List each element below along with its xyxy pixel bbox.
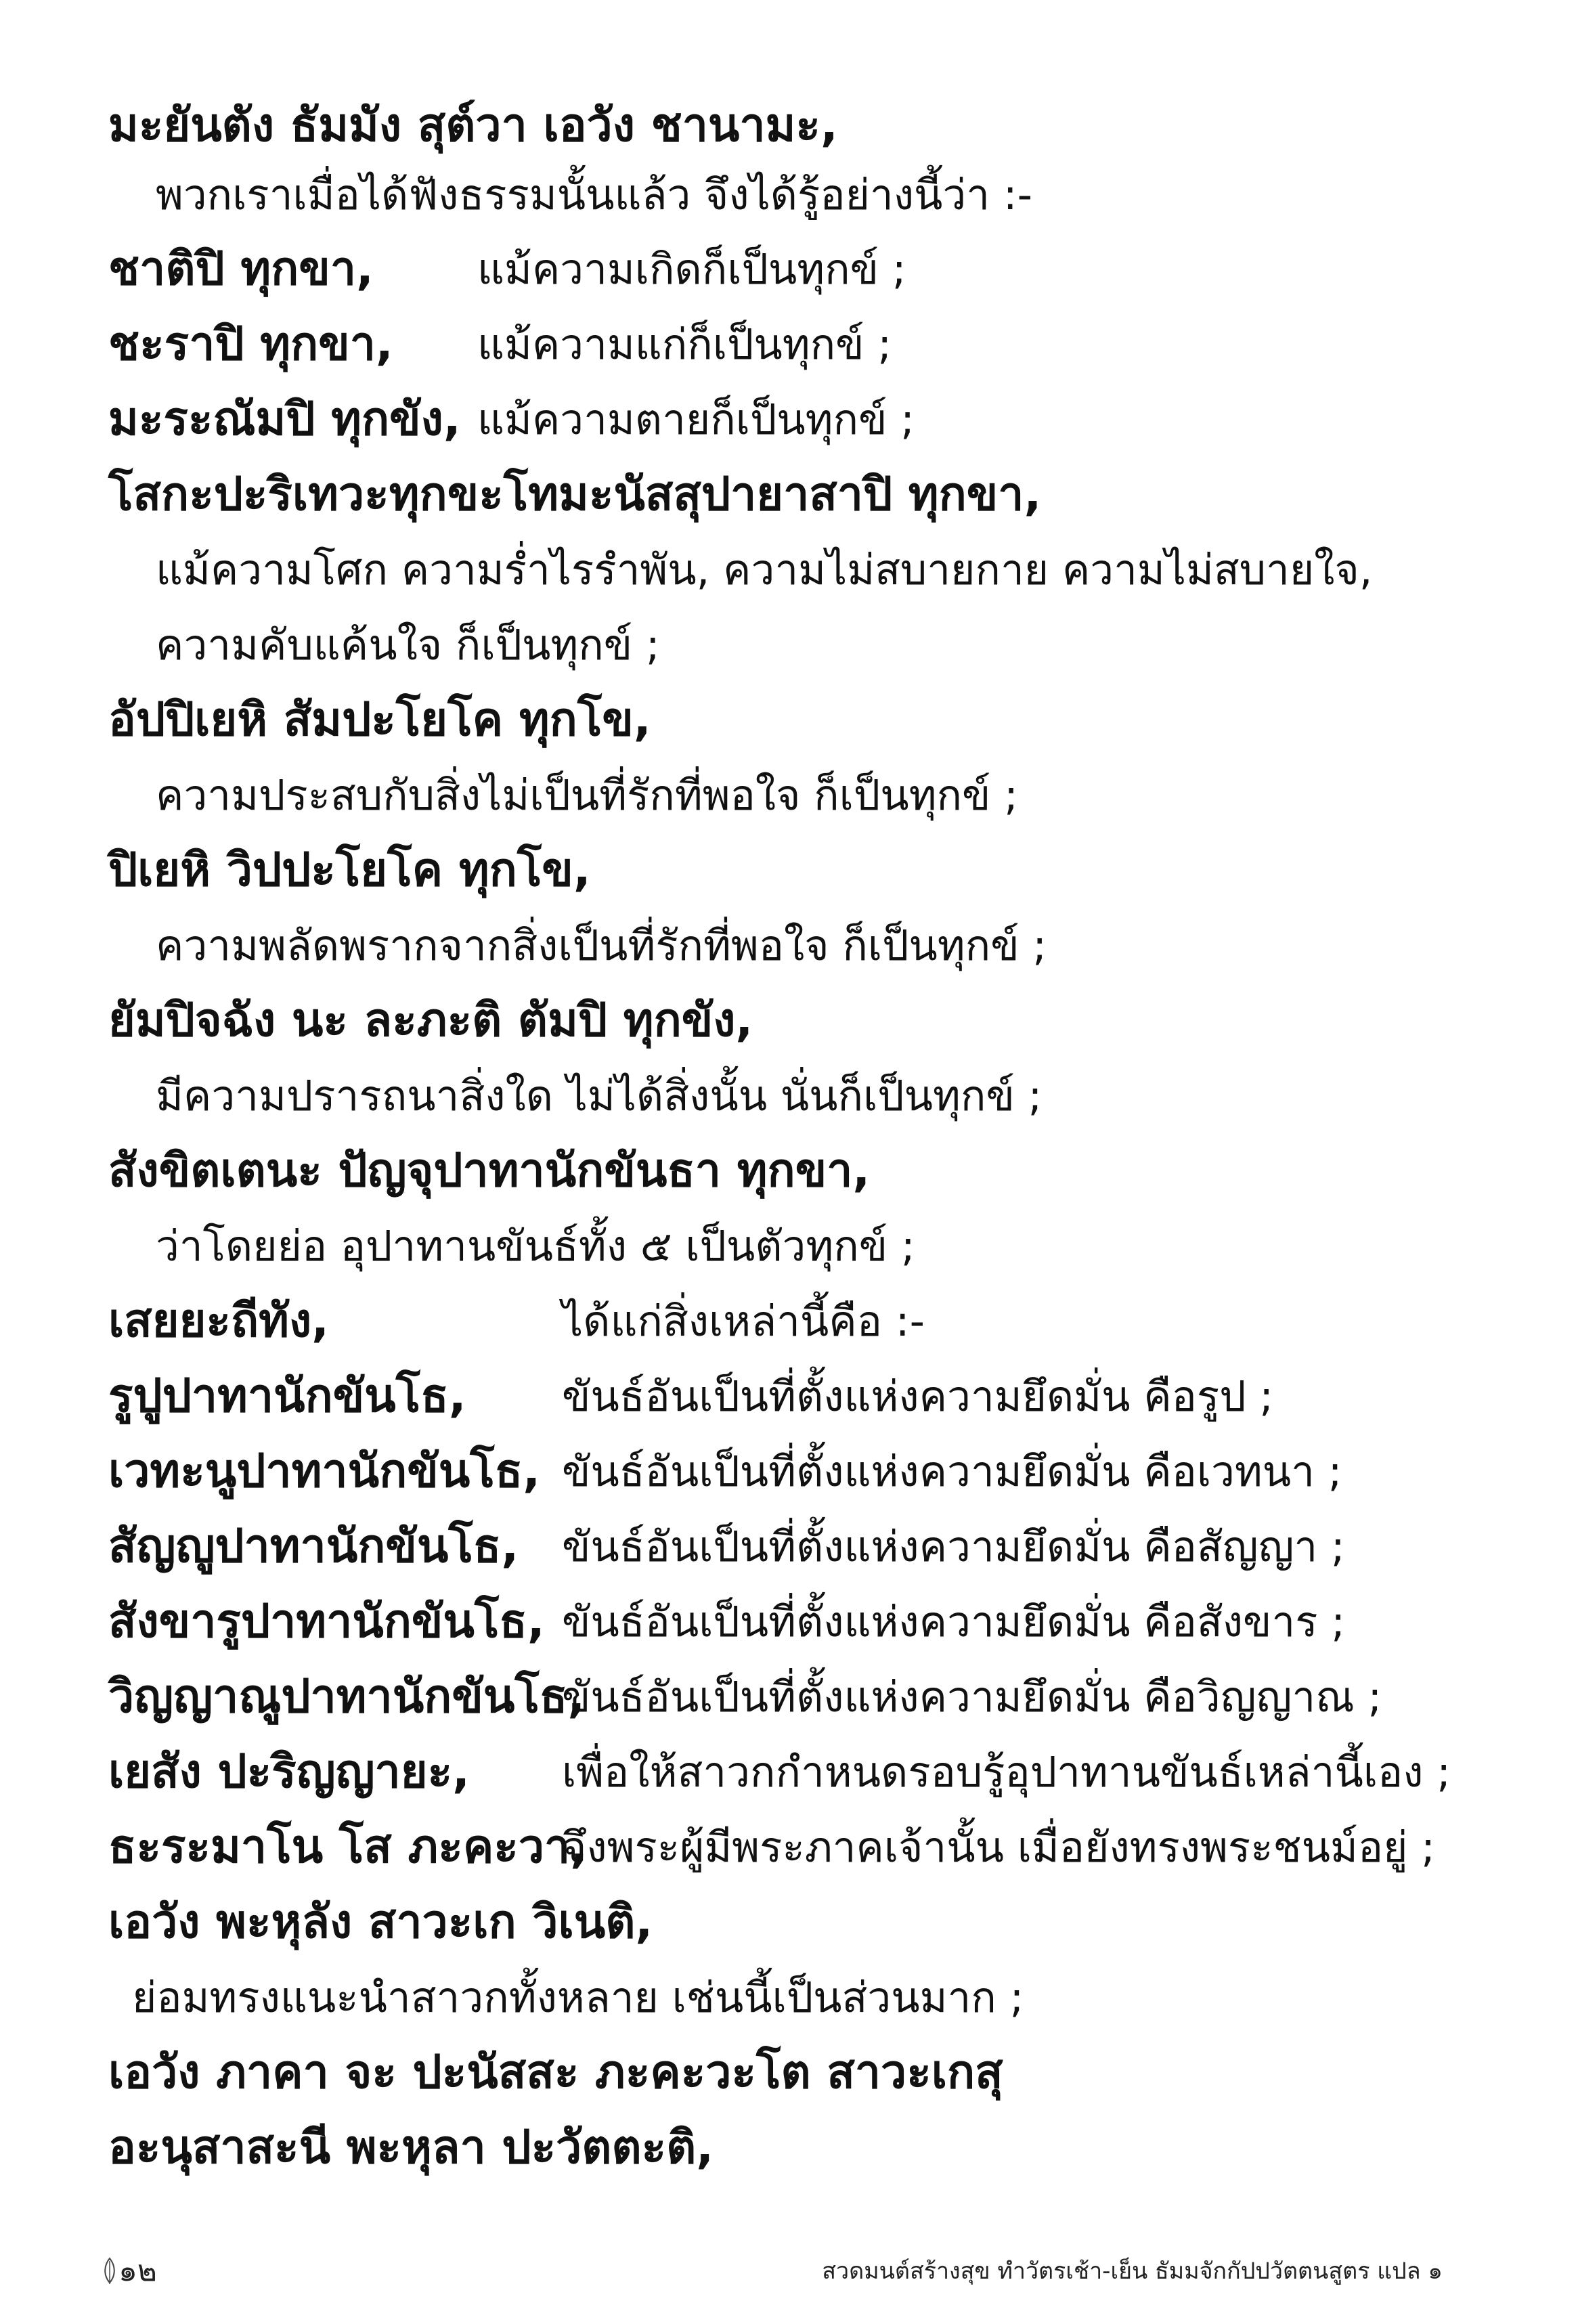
translation-text: แม้ความโศก ความร่ำไรรำพัน, ความไม่สบายกาย ความไม่สบายใจ, <box>156 545 1373 594</box>
translation-text: ความประสบกับสิ่งไม่เป็นที่รักที่พอใจ ก็เป็นทุกข์ ; <box>156 770 1018 820</box>
chant-line <box>0 606 1578 684</box>
pali-text: สังขิตเตนะ ปัญจุปาทานักขันธา ทุกขา, <box>108 1144 871 1198</box>
translation-text: จึงพระผู้มีพระภาคเจ้านั้น เมื่อยังทรงพระชนม์อยู่ ; <box>562 1822 1436 1872</box>
chant-line <box>0 831 1578 909</box>
chant-line <box>0 906 1578 984</box>
pali-text: ชาติปิ ทุกขา, <box>108 242 374 296</box>
chant-line <box>0 456 1578 533</box>
chant-line <box>0 2109 1578 2187</box>
translation-text: เพื่อให้สาวกกำหนดรอบรู้อุปาทานขันธ์เหล่านี้เอง ; <box>562 1747 1451 1797</box>
chant-line <box>0 1057 1578 1135</box>
pali-text: สัญญูปาทานักขันโธ, <box>108 1520 519 1573</box>
translation-text: ขันธ์อันเป็นที่ตั้งแห่งความยึดมั่น คือวิญญาณ ; <box>562 1672 1382 1722</box>
pali-text: อัปปิเยหิ สัมปะโยโค ทุกโข, <box>108 693 651 747</box>
chant-line <box>0 1132 1578 1210</box>
translation-text: ขันธ์อันเป็นที่ตั้งแห่งความยึดมั่น คือสัญญา ; <box>562 1522 1345 1571</box>
translation-text: ได้แก่สิ่งเหล่านี้คือ :- <box>562 1296 925 1346</box>
translation-text: ขันธ์อันเป็นที่ตั้งแห่งความยึดมั่น คือรูป ; <box>562 1372 1274 1421</box>
pali-text: เอวัง ภาคา จะ ปะนัสสะ ภะคะวะโต สาวะเกสุ <box>108 2046 1003 2099</box>
translation-text: พวกเราเมื่อได้ฟังธรรมนั้นแล้ว จึงได้รู้อย่างนี้ว่า :- <box>156 170 1032 219</box>
translation-text: ย่อมทรงแนะนำสาวกทั้งหลาย เช่นนี้เป็นส่วนมาก ; <box>132 1973 1024 2022</box>
pali-text: เอวัง พะหุลัง สาวะเก วิเนติ, <box>108 1895 653 1949</box>
chant-line <box>0 230 1578 308</box>
page-footer <box>0 2248 1578 2295</box>
chant-line <box>0 305 1578 383</box>
pali-text: มะระณัมปิ ทุกขัง, <box>108 393 461 446</box>
translation-text: ขันธ์อันเป็นที่ตั้งแห่งความยึดมั่น คือเวทนา ; <box>562 1447 1342 1496</box>
chant-line <box>0 1282 1578 1360</box>
pali-text: วิญญาณูปาทานักขันโธ, <box>108 1670 586 1724</box>
translation-text: แม้ความเกิดก็เป็นทุกข์ ; <box>477 244 906 294</box>
chant-line <box>0 380 1578 458</box>
pali-text: มะยันตัง ธัมมัง สุต์วา เอวัง ชานามะ, <box>108 99 838 152</box>
chant-line <box>0 982 1578 1059</box>
pali-text: ปิเยหิ วิปปะโยโค ทุกโข, <box>108 843 591 897</box>
pali-text: เสยยะถีทัง, <box>108 1294 329 1348</box>
footer-title: สวดมนต์สร้างสุข ทำวัตรเช้า-เย็น ธัมมจักกัปปวัตตนสูตร แปล ๑ <box>822 2258 1443 2285</box>
chant-line <box>0 531 1578 609</box>
chant-line <box>0 1207 1578 1285</box>
pali-text: รูปูปาทานักขันโธ, <box>108 1369 466 1423</box>
pali-text: อะนุสาสะนี พะหุลา ปะวัตตะติ, <box>108 2121 714 2174</box>
pali-text: เวทะนูปาทานักขันโธ, <box>108 1445 541 1498</box>
chant-line <box>0 1357 1578 1435</box>
chant-line <box>0 87 1578 165</box>
chant-line <box>0 1808 1578 1886</box>
chant-line <box>0 1733 1578 1811</box>
chant-line <box>0 756 1578 834</box>
pali-text: ธะระมาโน โส ภะคะวา, <box>108 1820 588 1874</box>
chant-line <box>0 1583 1578 1661</box>
chant-line <box>0 156 1578 234</box>
chant-line <box>0 681 1578 759</box>
chant-line <box>0 1883 1578 1961</box>
translation-text: แม้ความแก่ก็เป็นทุกข์ ; <box>477 320 892 369</box>
translation-text: ขันธ์อันเป็นที่ตั้งแห่งความยึดมั่น คือสังขาร ; <box>562 1597 1346 1646</box>
translation-text: มีความปรารถนาสิ่งใด ไม่ได้สิ่งนั้น นั่นก็เป็นทุกข์ ; <box>156 1071 1043 1120</box>
translation-text: ความพลัดพรากจากสิ่งเป็นที่รักที่พอใจ ก็เป็นทุกข์ ; <box>156 921 1047 970</box>
chant-line <box>0 1432 1578 1510</box>
translation-text: แม้ความตายก็เป็นทุกข์ ; <box>477 395 915 444</box>
pali-text: โสกะปะริเทวะทุกขะโทมะนัสสุปายาสาปิ ทุกขา, <box>108 468 1042 521</box>
translation-text: ความคับแค้นใจ ก็เป็นทุกข์ ; <box>156 620 660 670</box>
chant-line <box>0 2034 1578 2111</box>
translation-text: ว่าโดยย่อ อุปาทานขันธ์ทั้ง ๕ เป็นตัวทุกข์ ; <box>156 1221 915 1271</box>
page-number: ๑๒ <box>118 2254 157 2288</box>
pali-text: ยัมปิจฉัง นะ ละภะติ ตัมปิ ทุกขัง, <box>108 994 753 1047</box>
chant-line <box>0 1508 1578 1585</box>
pali-text: ชะราปิ ทุกขา, <box>108 317 393 371</box>
leaf-icon <box>102 2257 118 2285</box>
pali-text: เยสัง ปะริญญายะ, <box>108 1745 470 1799</box>
chant-line <box>0 1958 1578 2036</box>
pali-text: สังขารูปาทานักขันโธ, <box>108 1595 545 1648</box>
chant-line <box>0 1658 1578 1736</box>
